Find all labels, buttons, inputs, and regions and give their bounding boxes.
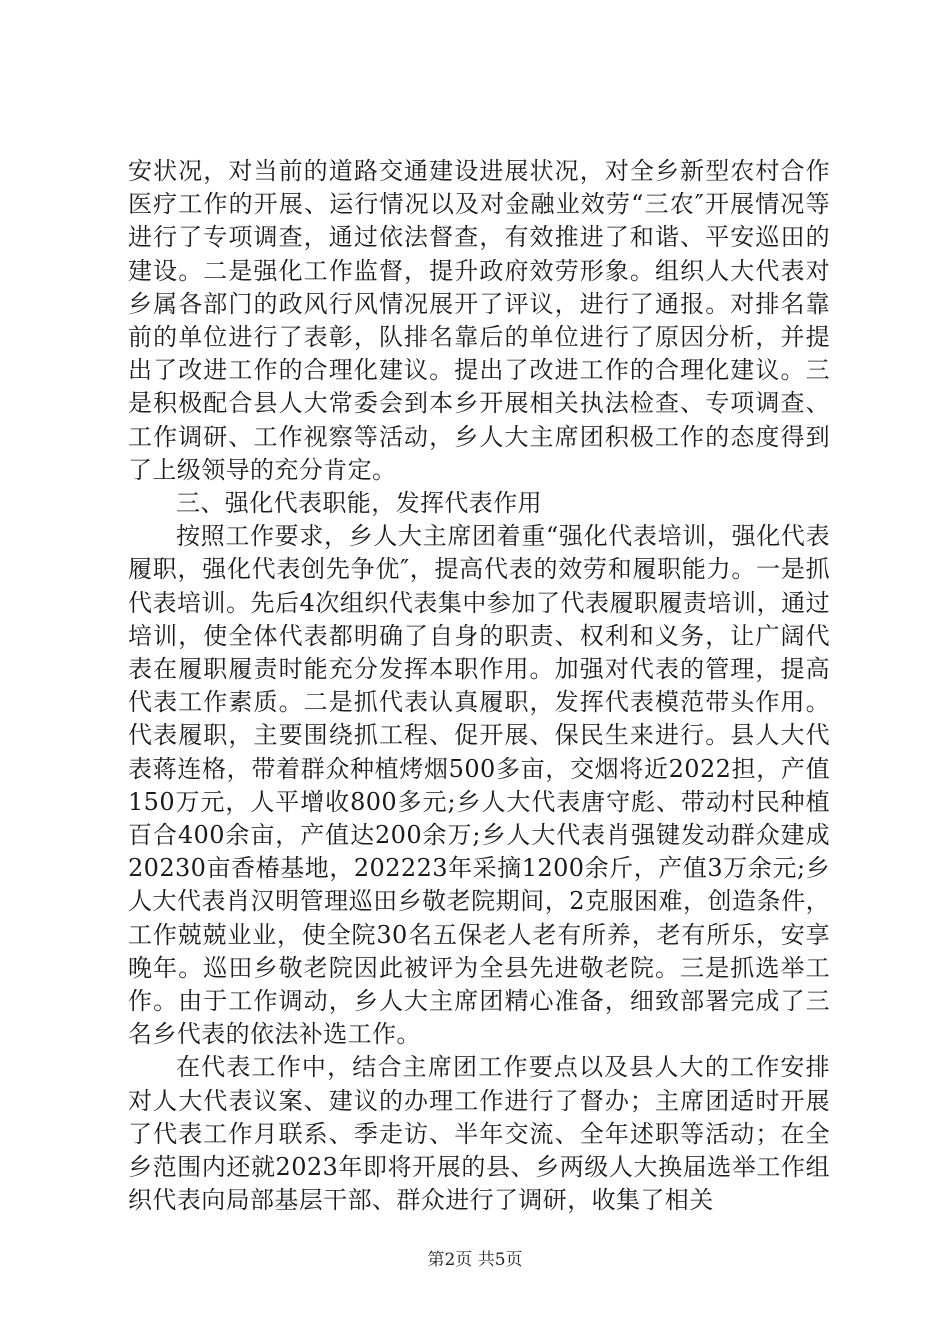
page-number-footer: 第2页 共5页 [427, 1250, 523, 1270]
document-body [128, 155, 830, 1218]
paragraph-continuation: 安状况，对当前的道路交通建设进展状况，对全乡新型农村合作医疗工作的开展、运行情况以及对金融业效劳“三农″开展情况等进行了专项调查，通过依法督查，有效推进了和谐、平安巡田的建设。二是强化工作监督，提升政府效劳形象。组织人大代表对乡属各部门的政风行风情况展开了评议，进行了通报。对排名靠前的单位进行了表彰，队排名靠后的单位进行了原因分析，并提出了改进工作的合理化建议。提出了改进工作的合理化建议。三是积极配合县人大常委会到本乡开展相关执法检查、专项调查、工作调研、工作视察等活动，乡人大主席团积极工作的态度得到了上级领导的充分肯定。 [128, 157, 830, 484]
section-heading: 三、强化代表职能，发挥代表作用 [176, 489, 542, 518]
paragraph-representative-work: 在代表工作中，结合主席团工作要点以及县人大的工作安排对人大代表议案、建议的办理工作进行了督办；主席团适时开展了代表工作月联系、季走访、半年交流、全年述职等活动；在全乡范围内还就2023年即将开展的县、乡两级人大换届选举工作组织代表向局部基层干部、群众进行了调研，收集了相关 [128, 1053, 830, 1215]
paragraph-representative-duties: 按照工作要求，乡人大主席团着重“强化代表培训，强化代表履职，强化代表创先争优″，提高代表的效劳和履职能力。一是抓代表培训。先后4次组织代表集中参加了代表履职履责培训，通过培训，使全体代表都明确了自身的职责、权利和义务，让广阔代表在履职履责时能充分发挥本职作用。加强对代表的管理，提高代表工作素质。二是抓代表认真履职，发挥代表模范带头作用。代表履职，主要围绕抓工程、促开展、保民生来进行。县人大代表蒋连格，带着群众种植烤烟500多亩，交烟将近2022担，产值150万元，人平增收800多元;乡人大代表唐守彪、带动村民种植百合400余亩，产值达200余万;乡人大代表肖强键发动群众建成20230亩香椿基地，202223年采摘1200余斤，产值3万余元;乡人大代表肖汉明管理巡田乡敬老院期间，2克服困难，创造条件，工作兢兢业业，使全院30名五保老人老有所养，老有所乐，安享晚年。巡田乡敬老院因此被评为全县先进敬老院。三是抓选举工作。由于工作调动，乡人大主席团精心准备，细致部署完成了三名乡代表的依法补选工作。 [128, 522, 830, 1049]
